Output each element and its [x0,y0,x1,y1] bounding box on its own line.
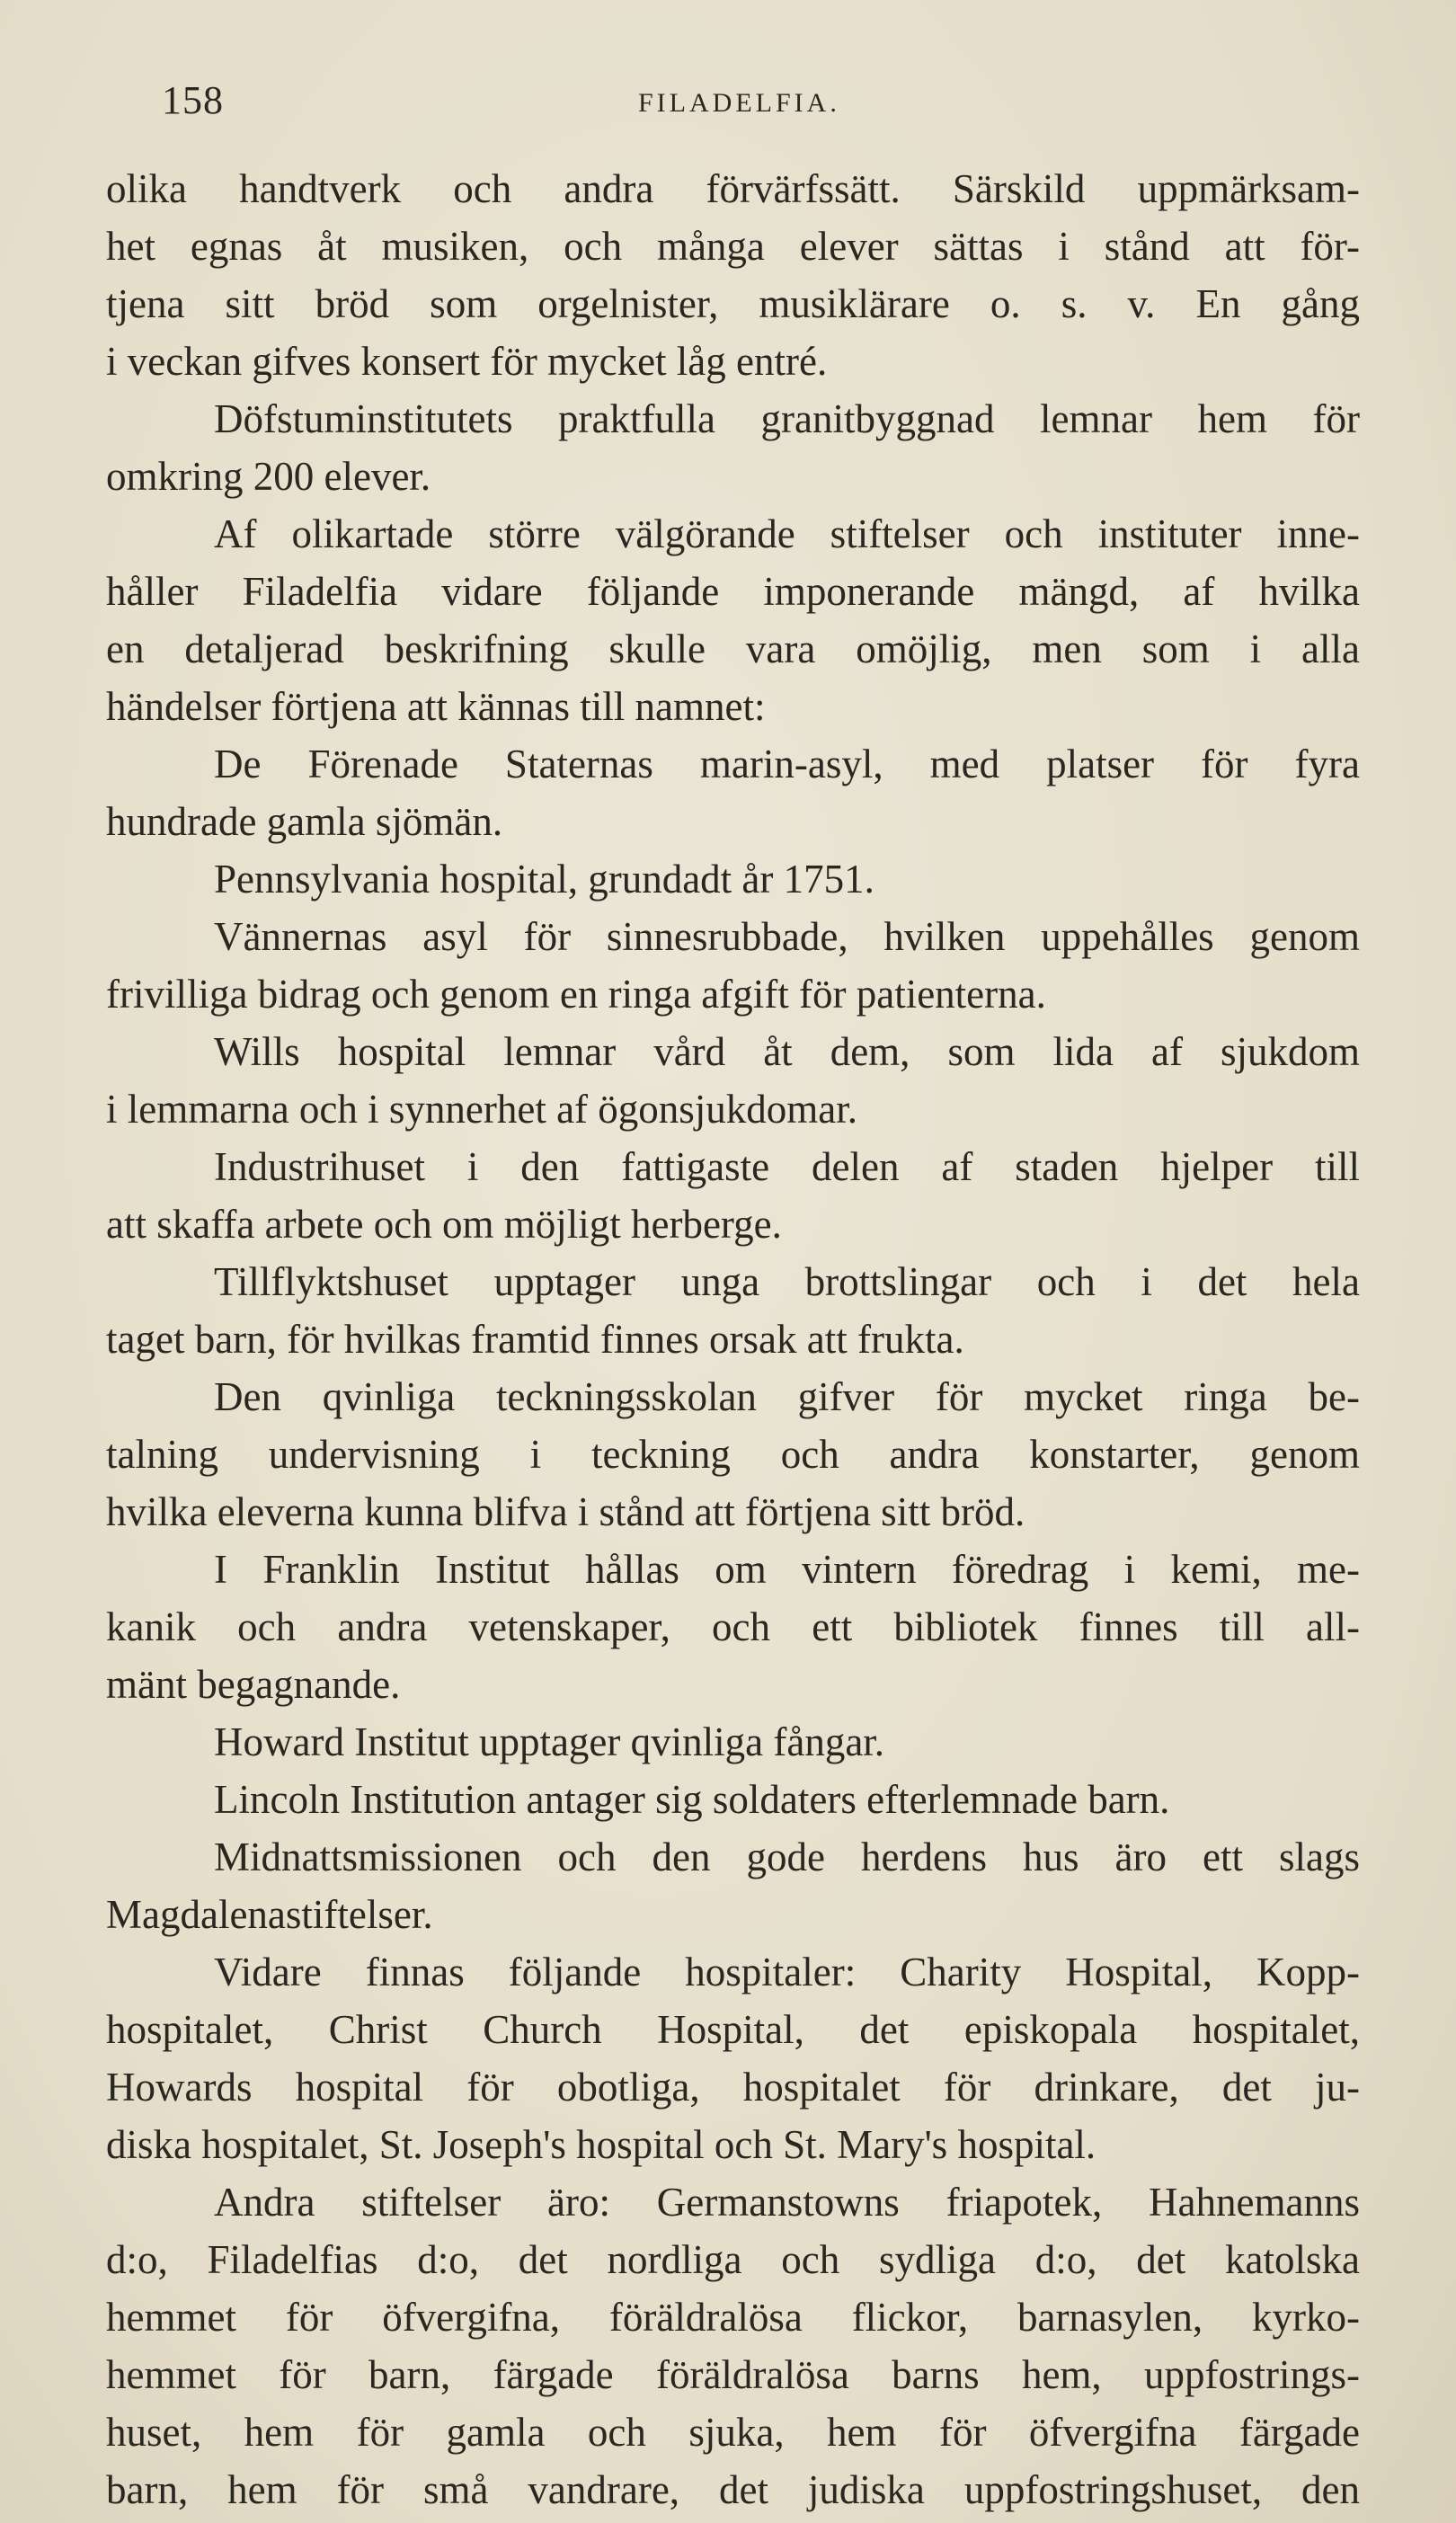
text-line: Industrihuset i den fattigaste delen af staden hjelper till [214,1144,1360,1189]
text-line: hospitalet, Christ Church Hospital, det episkopala hospitalet, [106,2007,1360,2052]
text-line: Döfstuminstitutets praktfulla granitbyggnad lemnar hem för [214,396,1360,441]
text-line: händelser förtjena att kännas till namnet: [106,684,766,729]
text-line: frivilliga bidrag och genom en ringa afgift för patienterna. [106,972,1046,1017]
text-line: Tillflyktshuset upptager unga brottslingar och i det hela [214,1259,1360,1304]
text-line: Vidare finnas följande hospitaler: Charity Hospital, Kopp- [214,1950,1360,1994]
text-line: hemmet för öfvergifna, föräldralösa flickor, barnasylen, kyrko- [106,2295,1360,2340]
text-line: het egnas åt musiken, och många elever sättas i stånd att för- [106,224,1360,269]
text-line: Lincoln Institution antager sig soldaters efterlemnade barn. [214,1777,1170,1822]
page-number: 158 [162,78,224,122]
text-line: en detaljerad beskrifning skulle vara omöjlig, men som i alla [106,626,1360,671]
text-line: huset, hem för gamla och sjuka, hem för öfvergifna färgade [106,2410,1360,2455]
running-head: FILADELFIA. [638,88,840,118]
text-line: olika handtverk och andra förvärfssätt. Särskild uppmärksam- [106,166,1360,211]
text-line: att skaffa arbete och om möjligt herberge. [106,1202,782,1247]
text-line: De Förenade Staternas marin-asyl, med platser för fyra [214,742,1360,786]
text-line: taget barn, för hvilkas framtid finnes orsak att frukta. [106,1317,964,1362]
text-line: Andra stiftelser äro: Germanstowns friapotek, Hahnemanns [214,2180,1360,2225]
body-text [106,160,1360,2519]
text-line: talning undervisning i teckning och andra konstarter, genom [106,1432,1360,1477]
text-line: omkring 200 elever. [106,454,431,499]
text-line: hundrade gamla sjömän. [106,799,503,844]
text-line: håller Filadelfia vidare följande imponerande mängd, af hvilka [106,569,1360,614]
text-line: i lemmarna och i synnerhet af ögonsjukdomar. [106,1087,858,1132]
text-line: hemmet för barn, färgade föräldralösa barns hem, uppfostrings- [106,2352,1360,2397]
text-line: i veckan gifves konsert för mycket låg entré. [106,339,828,384]
text-line: I Franklin Institut hållas om vintern föredrag i kemi, me- [214,1547,1360,1592]
text-line: kanik och andra vetenskaper, och ett bibliotek finnes till all- [106,1604,1360,1649]
text-line: Den qvinliga teckningsskolan gifver för mycket ringa be- [214,1374,1360,1419]
text-line: Vännernas asyl för sinnesrubbade, hvilken uppehålles genom [214,914,1360,959]
text-line: hvilka eleverna kunna blifva i stånd att förtjena sitt bröd. [106,1489,1025,1534]
text-line: Midnattsmissionen och den gode herdens hus äro ett slags [214,1835,1360,1879]
text-line: Pennsylvania hospital, grundadt år 1751. [214,857,874,902]
page-header [153,77,1375,131]
text-line: Wills hospital lemnar vård åt dem, som lida af sjukdom [214,1029,1360,1074]
text-line: Howards hospital för obotliga, hospitalet för drinkare, det ju- [106,2065,1360,2110]
text-line: barn, hem för små vandrare, det judiska uppfostringshuset, den [106,2467,1360,2512]
text-line: Magdalenastiftelser. [106,1892,433,1937]
text-line: diska hospitalet, St. Joseph's hospital och St. Mary's hospital. [106,2122,1096,2167]
text-line: d:o, Filadelfias d:o, det nordliga och sydliga d:o, det katolska [106,2237,1360,2282]
text-line: Howard Institut upptager qvinliga fångar. [214,1719,885,1764]
text-line: mänt begagnande. [106,1662,401,1707]
text-line: tjena sitt bröd som orgelnister, musiklärare o. s. v. En gång [106,281,1360,326]
text-line: Af olikartade större välgörande stiftelser och instituter inne- [214,511,1360,556]
